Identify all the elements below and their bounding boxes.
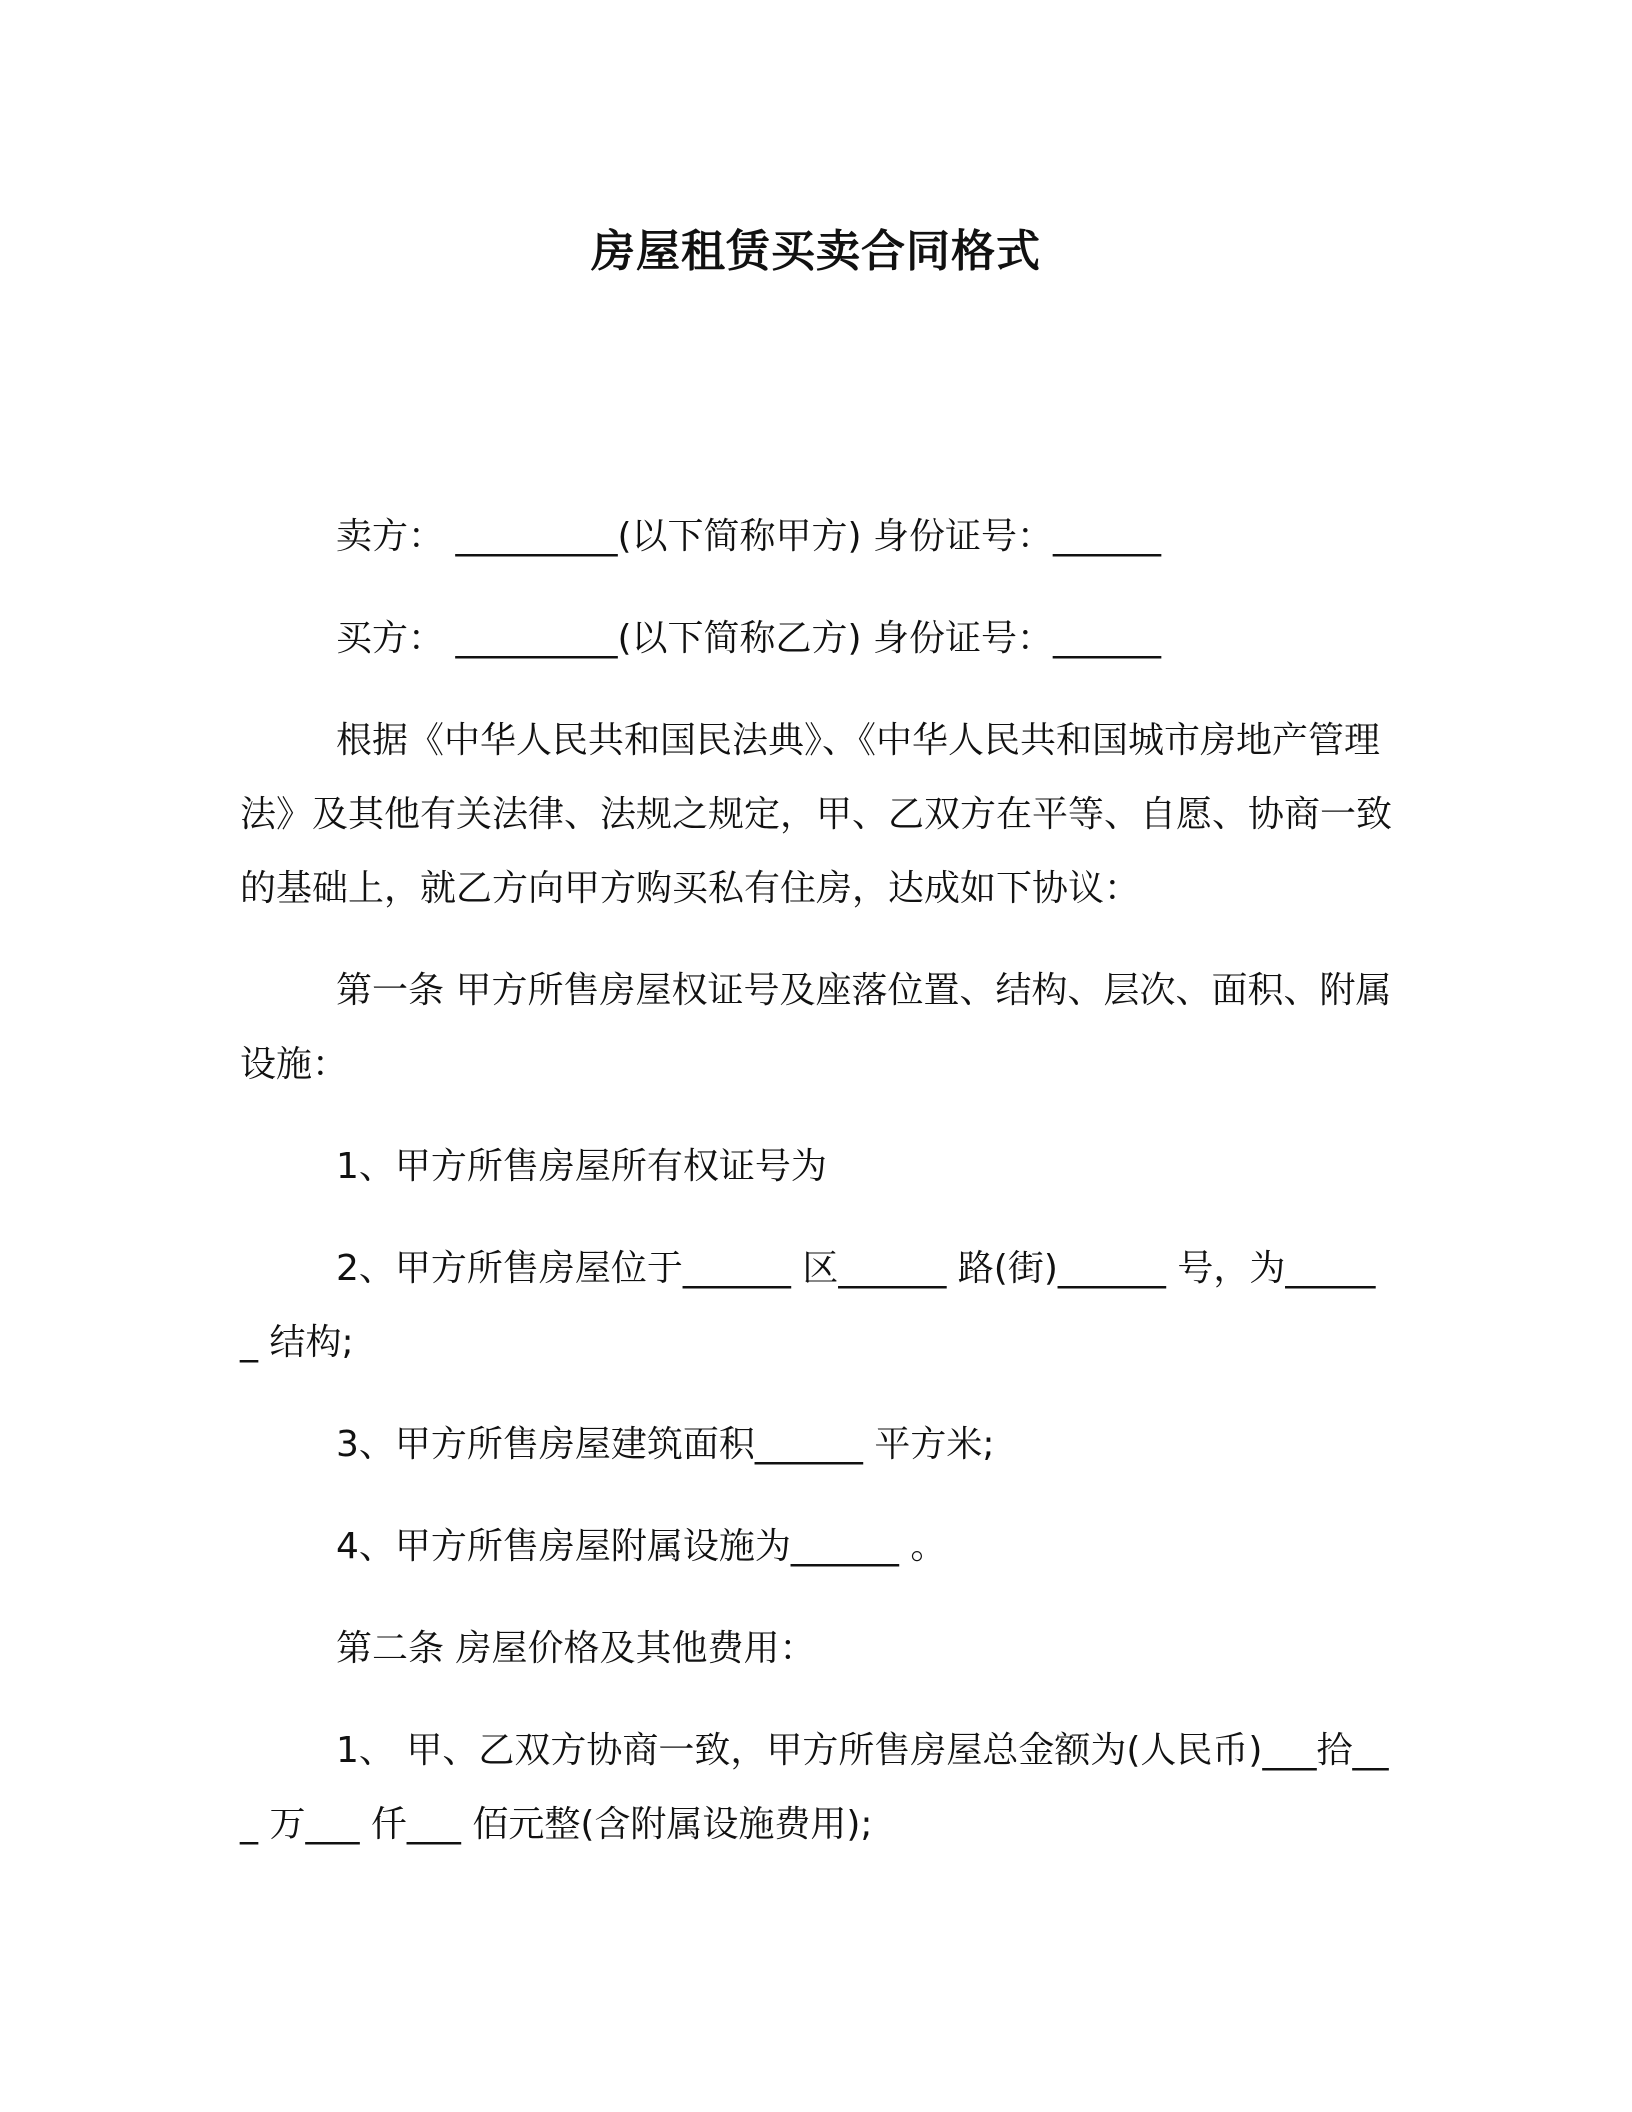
preamble-paragraph: 根据《中华人民共和国民法典》、《中华人民共和国城市房地产管理法》及其他有关法律、法规之规定，甲、乙双方在平等、自愿、协商一致的基础上，就乙方向甲方购买私有住房，达成如下协议： [240,720,1393,909]
article-2-item-1: 1、 甲、乙双方协商一致，甲方所售房屋总金额为(人民币)___拾___ 万___ 仟___ 佰元整(含附属设施费用); [240,1730,1389,1845]
document-title: 房屋租赁买卖合同格式 [591,226,1041,277]
buyer-line: 买方： _________(以下简称乙方) 身份证号：______ [336,618,1161,659]
article-1-item-4: 4、甲方所售房屋附属设施为______ 。 [336,1526,947,1567]
article-1-item-1: 1、甲方所售房屋所有权证号为 [336,1146,827,1187]
document-body [240,500,1392,1890]
seller-line: 卖方： _________(以下简称甲方) 身份证号：______ [336,516,1161,557]
article-1-item-3: 3、甲方所售房屋建筑面积______ 平方米; [336,1424,995,1465]
article-1-heading: 第一条 甲方所售房屋权证号及座落位置、结构、层次、面积、附属设施： [240,970,1392,1085]
article-2-heading: 第二条 房屋价格及其他费用： [336,1628,816,1669]
article-1-item-2: 2、甲方所售房屋位于______ 区______ 路(街)______ 号，为______ 结构; [240,1248,1376,1363]
